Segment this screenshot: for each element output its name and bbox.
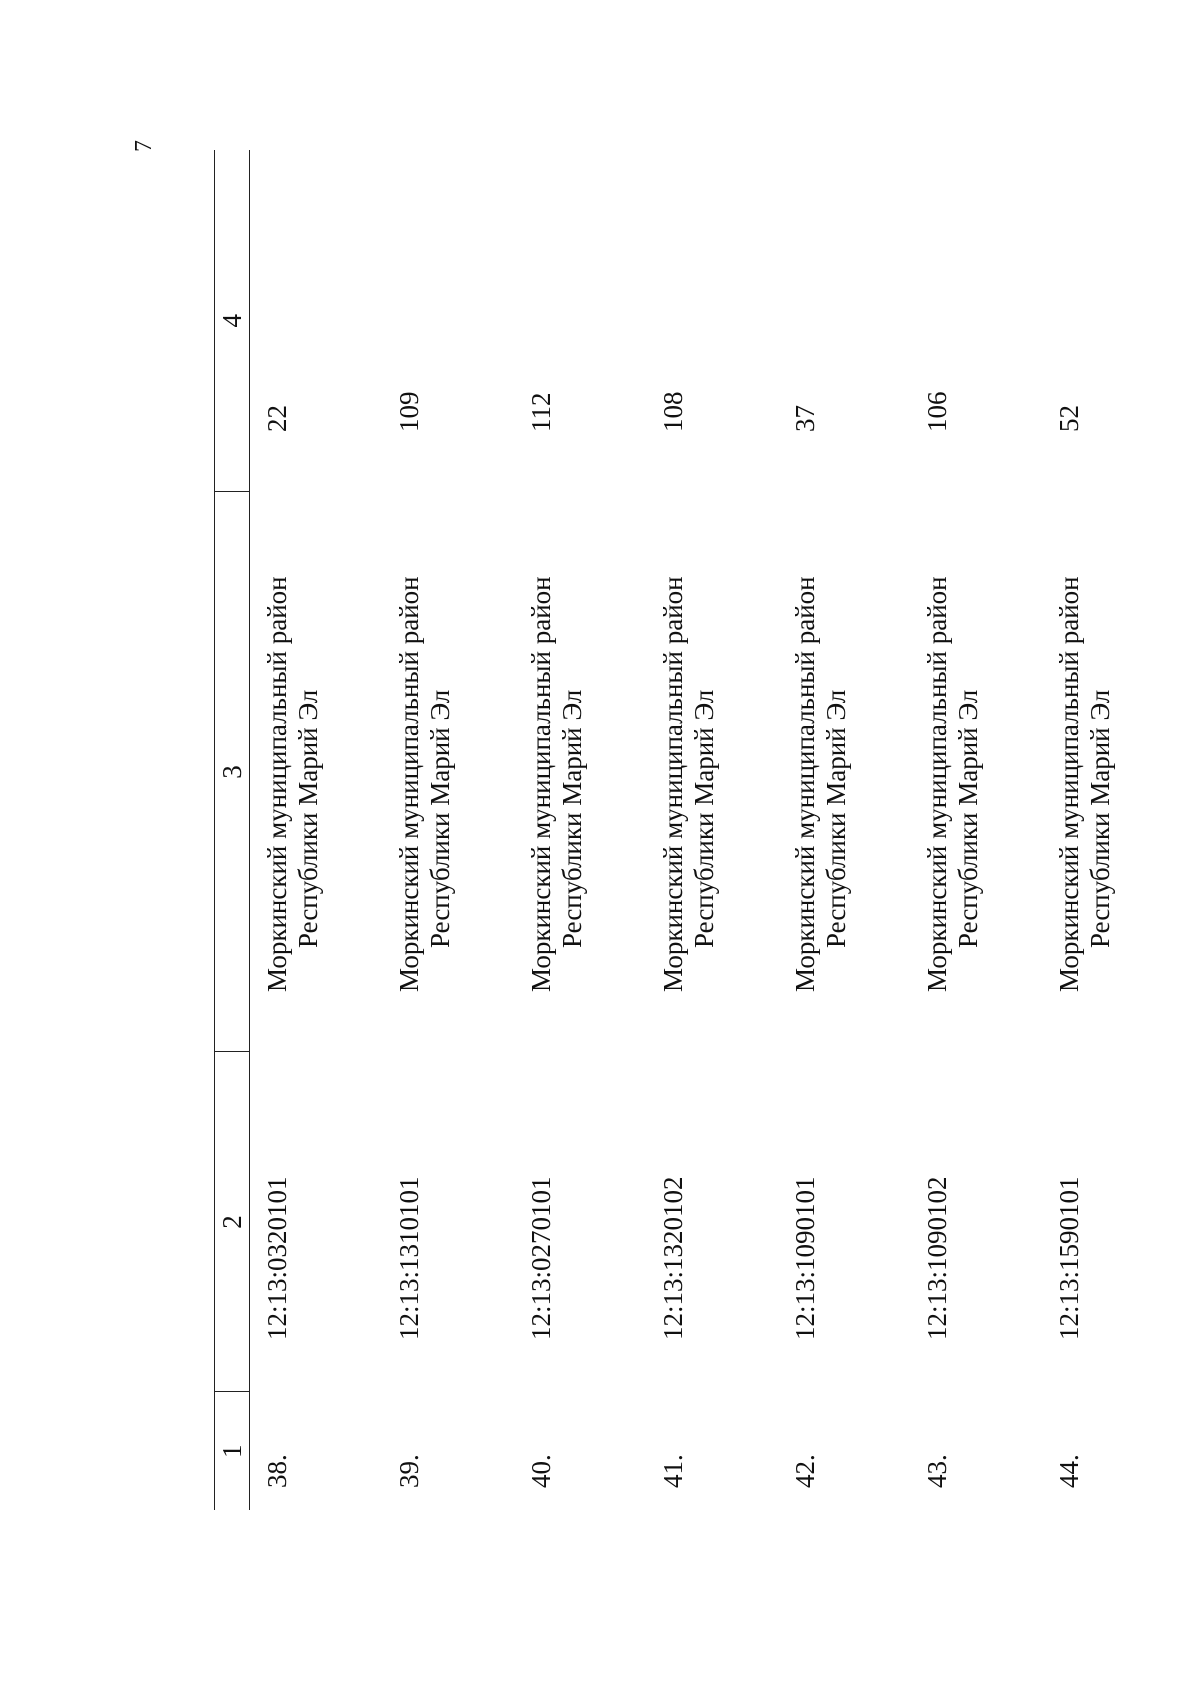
row-number: 41. — [658, 1454, 688, 1488]
data-table — [214, 150, 1174, 1510]
row-number: 39. — [394, 1454, 424, 1488]
area-name — [382, 492, 514, 1052]
area-line-1: Моркинский муниципальный район — [394, 576, 424, 992]
area-name — [778, 492, 910, 1052]
table-body — [250, 150, 1175, 1510]
cadastral-number: 12:13:1090102 — [922, 1176, 952, 1340]
row-value: 106 — [922, 391, 952, 432]
header-row — [215, 150, 250, 1510]
table-row — [910, 150, 1042, 1510]
row-value: 112 — [526, 392, 556, 432]
row-number: 40. — [526, 1454, 556, 1488]
page-number: 7 — [131, 140, 157, 152]
area-name — [250, 492, 383, 1052]
row-value: 22 — [262, 405, 292, 432]
table-row — [514, 150, 646, 1510]
area-line-2: Республики Марий Эл — [425, 689, 456, 948]
column-header-1: 1 — [215, 1392, 250, 1510]
column-header-2: 2 — [215, 1052, 250, 1392]
table-header — [215, 150, 250, 1510]
row-number: 43. — [922, 1454, 952, 1488]
table-row — [250, 150, 383, 1510]
area-line-2: Республики Марий Эл — [557, 689, 588, 948]
area-line-2: Республики Марий Эл — [1085, 689, 1116, 948]
area-line-2: Республики Марий Эл — [689, 689, 720, 948]
area-line-1: Моркинский муниципальный район — [922, 576, 952, 992]
area-name — [514, 492, 646, 1052]
area-line-1: Моркинский муниципальный район — [526, 576, 556, 992]
table-row — [778, 150, 910, 1510]
cadastral-number: 12:13:1090101 — [790, 1176, 820, 1340]
row-number: 38. — [262, 1454, 292, 1488]
row-value: 52 — [1054, 405, 1084, 432]
area-name — [646, 492, 778, 1052]
area-line-1: Моркинский муниципальный район — [658, 576, 688, 992]
cadastral-number: 12:13:1320102 — [658, 1176, 688, 1340]
row-value: 109 — [394, 391, 424, 432]
data-table-container — [214, 150, 1116, 1510]
cadastral-number: 12:13:1310101 — [394, 1176, 424, 1340]
column-header-3: 3 — [215, 492, 250, 1052]
table-row — [382, 150, 514, 1510]
area-line-2: Республики Марий Эл — [953, 689, 984, 948]
area-line-1: Моркинский муниципальный район — [790, 576, 820, 992]
row-value: 37 — [790, 405, 820, 432]
row-value: 108 — [658, 391, 688, 432]
column-header-4: 4 — [215, 150, 250, 492]
area-line-1: Моркинский муниципальный район — [262, 576, 292, 992]
cadastral-number: 12:13:0320101 — [262, 1176, 292, 1340]
cadastral-number: 12:13:0270101 — [526, 1176, 556, 1340]
row-number: 42. — [790, 1454, 820, 1488]
cadastral-number: 12:13:1590101 — [1054, 1176, 1084, 1340]
row-number: 44. — [1054, 1454, 1084, 1488]
area-line-2: Республики Марий Эл — [293, 689, 324, 948]
table-row — [1042, 150, 1174, 1510]
area-line-1: Моркинский муниципальный район — [1054, 576, 1084, 992]
table-row — [646, 150, 778, 1510]
area-name — [910, 492, 1042, 1052]
area-line-2: Республики Марий Эл — [821, 689, 852, 948]
area-name — [1042, 492, 1174, 1052]
